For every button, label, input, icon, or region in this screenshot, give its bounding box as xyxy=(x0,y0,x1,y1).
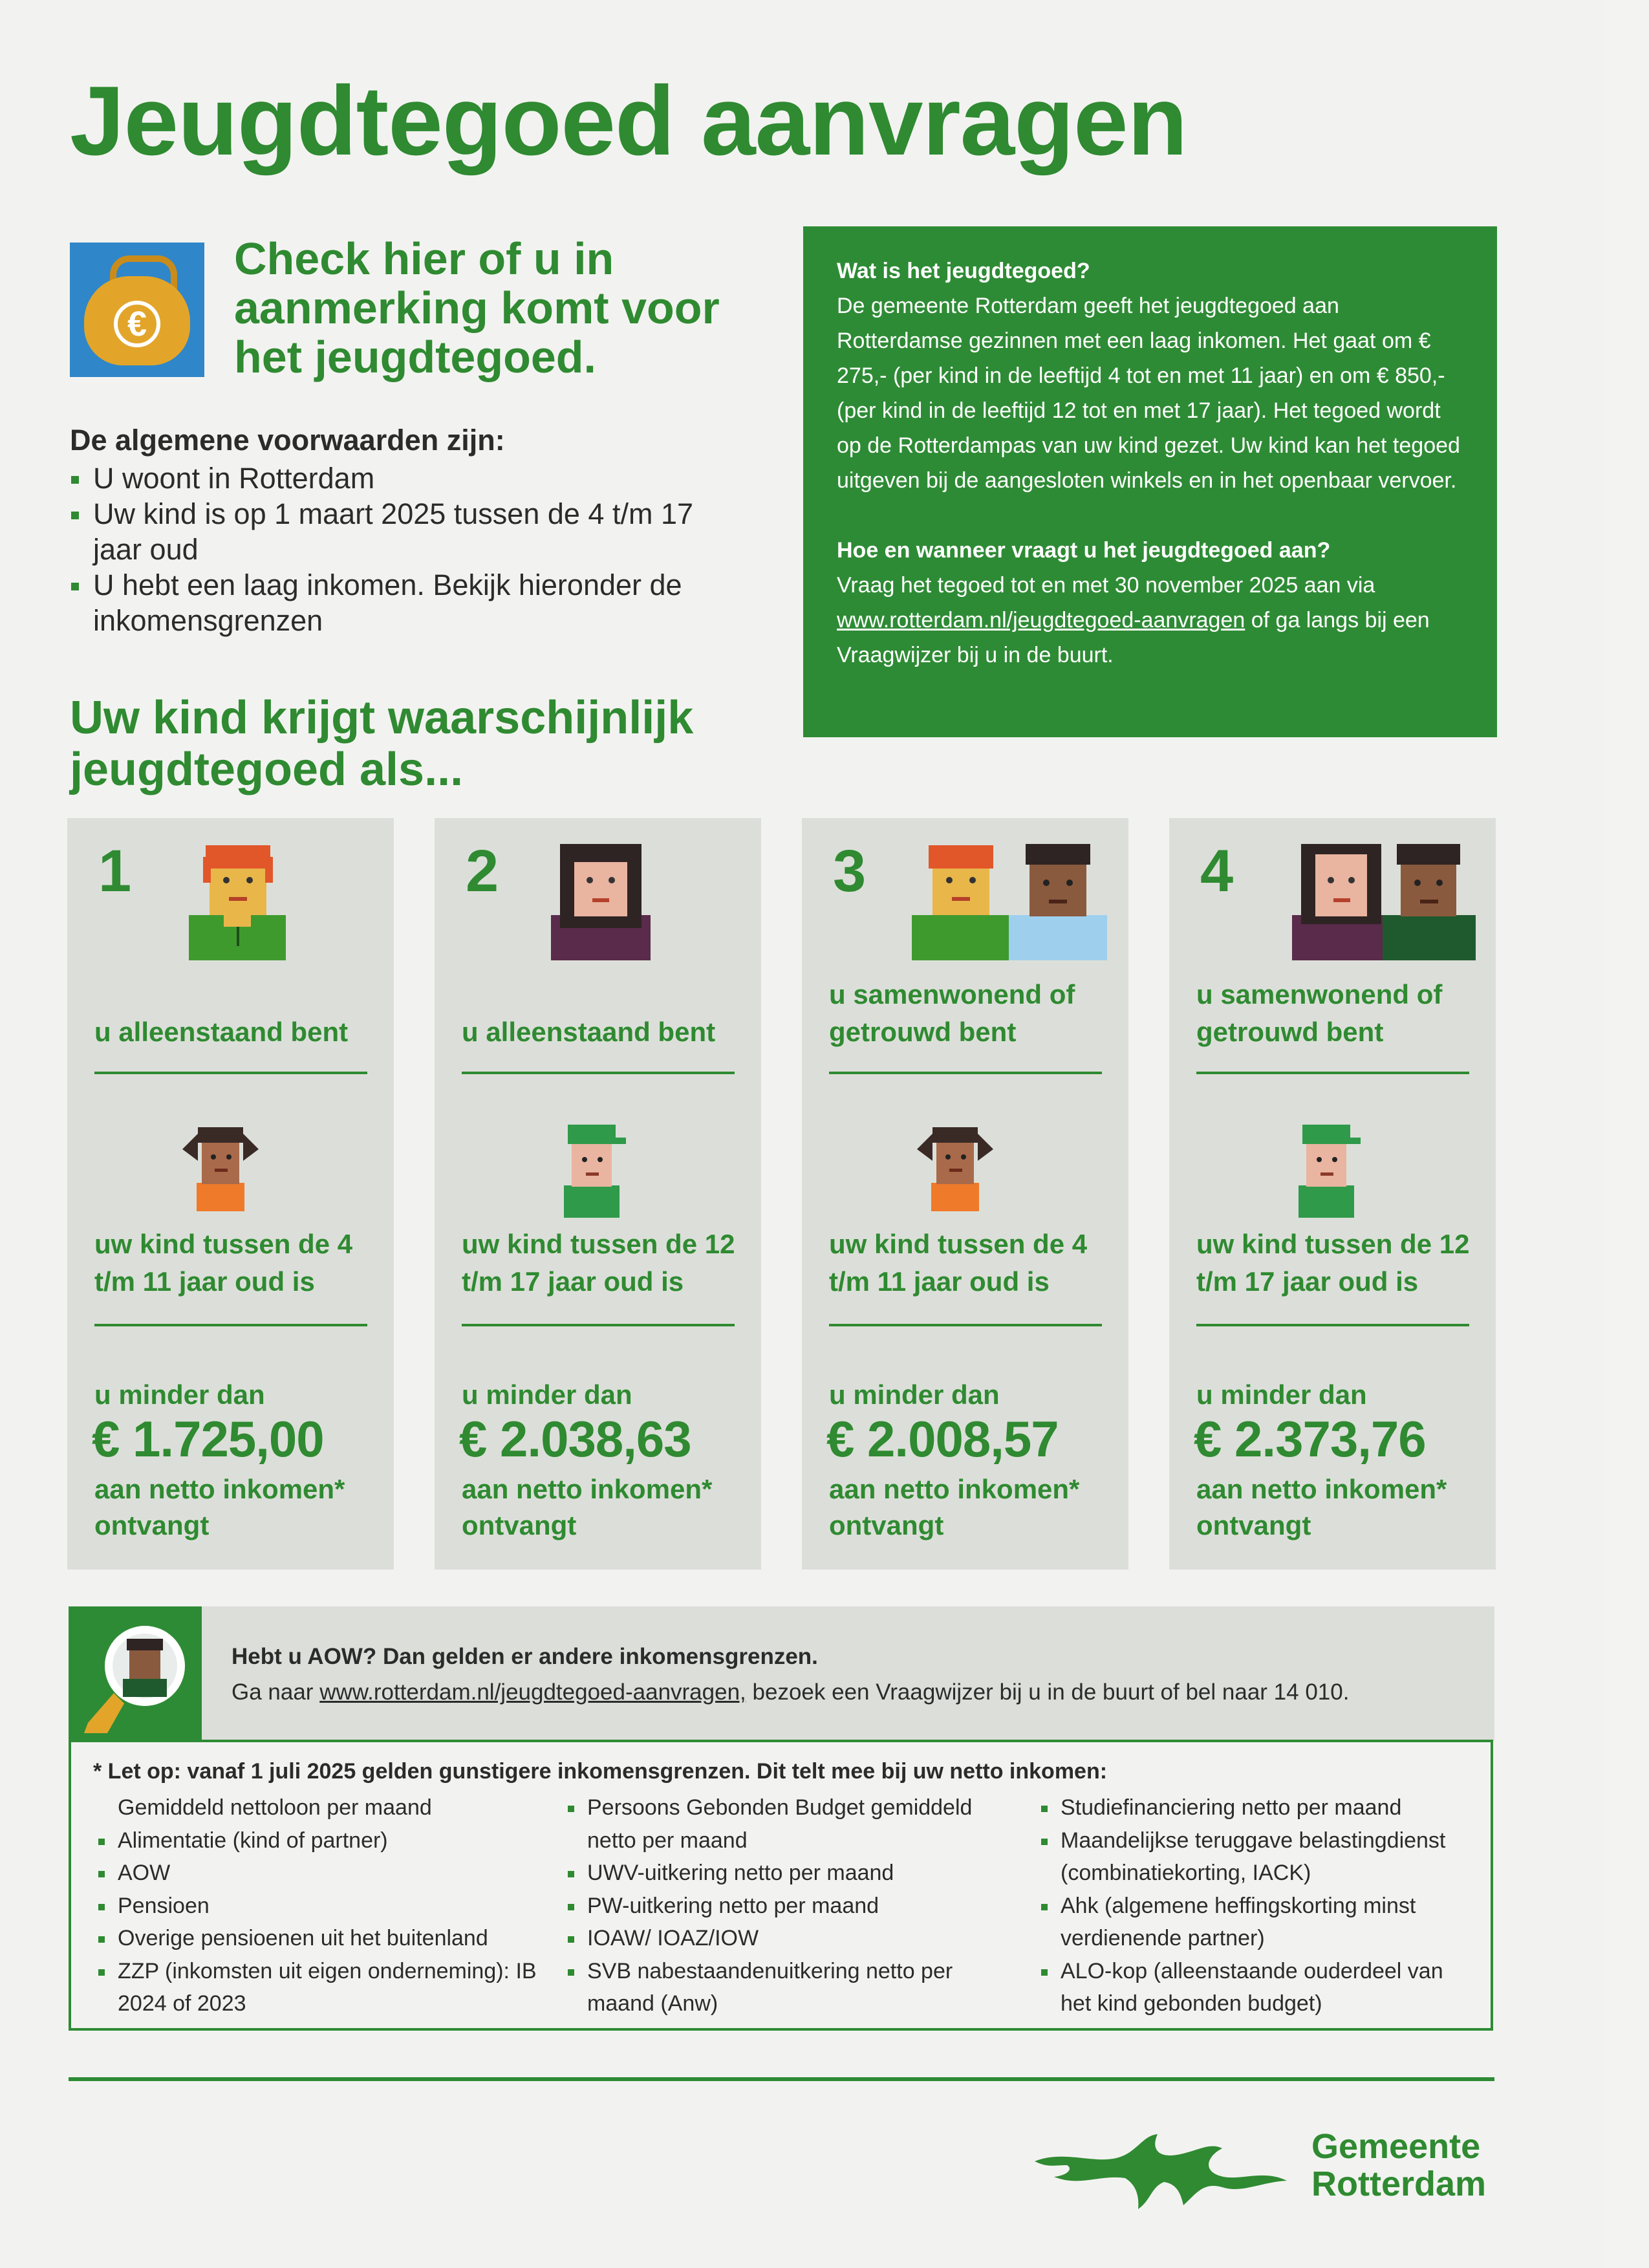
single-parent-icon xyxy=(546,837,656,960)
card-status: u samenwonend of getrouwd bent xyxy=(1196,979,1443,1047)
aow-title: Hebt u AOW? Dan gelden er andere inkomensgrenzen. xyxy=(232,1644,818,1669)
list-item: Ahk (algemene heffingskorting minst verdienende partner) xyxy=(1037,1890,1477,1955)
list-item: Alimentatie (kind of partner) xyxy=(94,1824,586,1857)
euro-symbol: € xyxy=(114,301,160,347)
info-answer-text: Vraag het tegoed tot en met 30 november 2025 aan via xyxy=(837,573,1375,598)
card-number: 4 xyxy=(1200,838,1234,904)
page-title: Jeugdtegoed aanvragen xyxy=(70,66,1187,176)
young-child-icon xyxy=(178,1121,263,1211)
magnifier-person-icon xyxy=(69,1606,202,1741)
list-item: PW-uitkering netto per maand xyxy=(564,1890,1004,1923)
card-netto: aan netto inkomen* ontvangt xyxy=(94,1474,345,1540)
card-number: 3 xyxy=(833,838,867,904)
card-netto: aan netto inkomen* ontvangt xyxy=(829,1474,1080,1540)
info-answer-what: De gemeente Rotterdam geeft het jeugdtegoed aan Rotterdamse gezinnen met een laag inkomen. Het gaat om € 275,- (per kind in de leeftijd 4 tot en met 11 jaar) en om € 850,- (per kind in de leeftijd 12 tot en met 17 jaar). Het tegoed wordt op de Rotterdampas van uw kind gezet. Uw kind kan het tegoed uitgeven bij de aangesloten winkels en in het openbaar vervoer. xyxy=(837,294,1460,493)
card-amount: € 2.373,76 xyxy=(1194,1410,1426,1467)
card-number: 2 xyxy=(466,838,499,904)
divider xyxy=(829,1072,1102,1074)
divider xyxy=(462,1072,735,1074)
divider xyxy=(462,1324,735,1326)
note-title: * Let op: vanaf 1 juli 2025 gelden gunstigere inkomensgrenzen. Dit telt mee bij uw netto inkomen: xyxy=(93,1759,1108,1784)
note-column-3 xyxy=(1037,1791,1477,2020)
card-number: 1 xyxy=(98,838,132,904)
card-less-than: u minder dan xyxy=(1196,1379,1367,1410)
info-question-what: Wat is het jeugdtegoed? xyxy=(837,259,1090,283)
eligibility-card-4 xyxy=(1169,818,1496,1570)
list-item: Gemiddeld nettoloon per maand xyxy=(118,1795,432,1820)
aow-text xyxy=(232,1639,1349,1710)
info-answer-text-end: of ga langs bij een Vraagwijzer bij u in de buurt. xyxy=(837,608,1430,667)
aow-body xyxy=(232,1674,1349,1710)
divider xyxy=(94,1072,367,1074)
list-item: Pensioen xyxy=(94,1890,586,1923)
eligibility-card-2 xyxy=(435,818,761,1570)
eligibility-card-3 xyxy=(802,818,1128,1570)
card-status: u alleenstaand bent xyxy=(94,1017,349,1047)
divider xyxy=(1196,1072,1469,1074)
eligibility-card-1 xyxy=(67,818,394,1570)
conditions-title: De algemene voorwaarden zijn: xyxy=(70,424,505,457)
aow-pre: Ga naar xyxy=(232,1679,314,1705)
list-item: IOAW/ IOAZ/IOW xyxy=(564,1922,1004,1955)
list-item: ZZP (inkomsten uit eigen onderneming): IB 2024 of 2023 xyxy=(94,1955,586,2020)
card-less-than: u minder dan xyxy=(94,1379,265,1410)
card-less-than: u minder dan xyxy=(829,1379,1000,1410)
teen-child-icon xyxy=(550,1121,634,1218)
young-child-icon xyxy=(913,1121,997,1211)
divider xyxy=(94,1324,367,1326)
card-age: uw kind tussen de 4 t/m 11 jaar oud is xyxy=(94,1229,353,1297)
note-column-2 xyxy=(564,1791,1004,2020)
aow-notice xyxy=(69,1606,1494,1741)
footer-divider xyxy=(69,2077,1494,2081)
eligibility-heading: Uw kind krijgt waarschijnlijk jeugdtegoed als... xyxy=(70,692,694,795)
card-amount: € 2.038,63 xyxy=(459,1410,691,1467)
single-parent-icon xyxy=(184,837,294,960)
rotterdam-logo-text xyxy=(1311,2128,1486,2203)
card-netto: aan netto inkomen* ontvangt xyxy=(1196,1474,1447,1540)
info-answer-how xyxy=(837,568,1463,673)
list-item: U hebt een laag inkomen. Bekijk hieronder de inkomensgrenzen xyxy=(70,567,749,638)
note-column-1 xyxy=(94,1791,586,2020)
list-item: AOW xyxy=(94,1857,586,1890)
teen-child-icon xyxy=(1284,1121,1368,1218)
list-item: Persoons Gebonden Budget gemiddeld netto per maand xyxy=(564,1791,1004,1857)
card-age: uw kind tussen de 12 t/m 17 jaar oud is xyxy=(462,1229,735,1297)
card-less-than: u minder dan xyxy=(462,1379,632,1410)
card-age: uw kind tussen de 4 t/m 11 jaar oud is xyxy=(829,1229,1088,1297)
card-status: u alleenstaand bent xyxy=(462,1017,716,1047)
divider xyxy=(829,1324,1102,1326)
list-item: ALO-kop (alleenstaande ouderdeel van het kind gebonden budget) xyxy=(1037,1955,1477,2020)
list-item: Overige pensioenen uit het buitenland xyxy=(94,1922,586,1955)
purse-icon xyxy=(70,243,204,377)
list-item: Maandelijkse teruggave belastingdienst (combinatiekorting, IACK) xyxy=(1037,1824,1477,1890)
logo-line-2: Rotterdam xyxy=(1311,2165,1487,2203)
list-item: Uw kind is op 1 maart 2025 tussen de 4 t/m 17 jaar oud xyxy=(70,496,749,567)
info-box xyxy=(803,226,1497,737)
card-status: u samenwonend of getrouwd bent xyxy=(829,979,1075,1047)
card-netto: aan netto inkomen* ontvangt xyxy=(462,1474,713,1540)
check-heading: Check hier of u in aanmerking komt voor het jeugdtegoed. xyxy=(234,233,720,382)
list-item: Studiefinanciering netto per maand xyxy=(1037,1791,1477,1824)
list-item: UWV-uitkering netto per maand xyxy=(564,1857,1004,1890)
rotterdam-logo-icon xyxy=(1028,2122,1293,2213)
couple-icon xyxy=(1291,837,1478,960)
info-question-how: Hoe en wanneer vraagt u het jeugdtegoed aan? xyxy=(837,538,1331,563)
divider xyxy=(1196,1324,1469,1326)
income-note xyxy=(69,1740,1493,2031)
aow-post: bezoek een Vraagwijzer bij u in de buurt of bel naar 14 010. xyxy=(752,1679,1350,1705)
card-amount: € 1.725,00 xyxy=(92,1410,324,1467)
logo-line-1: Gemeente xyxy=(1311,2127,1481,2166)
conditions-list xyxy=(70,460,749,638)
aow-link[interactable]: www.rotterdam.nl/jeugdtegoed-aanvragen, xyxy=(319,1679,746,1705)
card-amount: € 2.008,57 xyxy=(826,1410,1059,1467)
jeugdtegoed-link[interactable]: www.rotterdam.nl/jeugdtegoed-aanvragen xyxy=(837,608,1245,632)
card-age: uw kind tussen de 12 t/m 17 jaar oud is xyxy=(1196,1229,1470,1297)
list-item: SVB nabestaandenuitkering netto per maand (Anw) xyxy=(564,1955,1004,2020)
couple-icon xyxy=(911,837,1111,960)
list-item: U woont in Rotterdam xyxy=(70,460,749,496)
